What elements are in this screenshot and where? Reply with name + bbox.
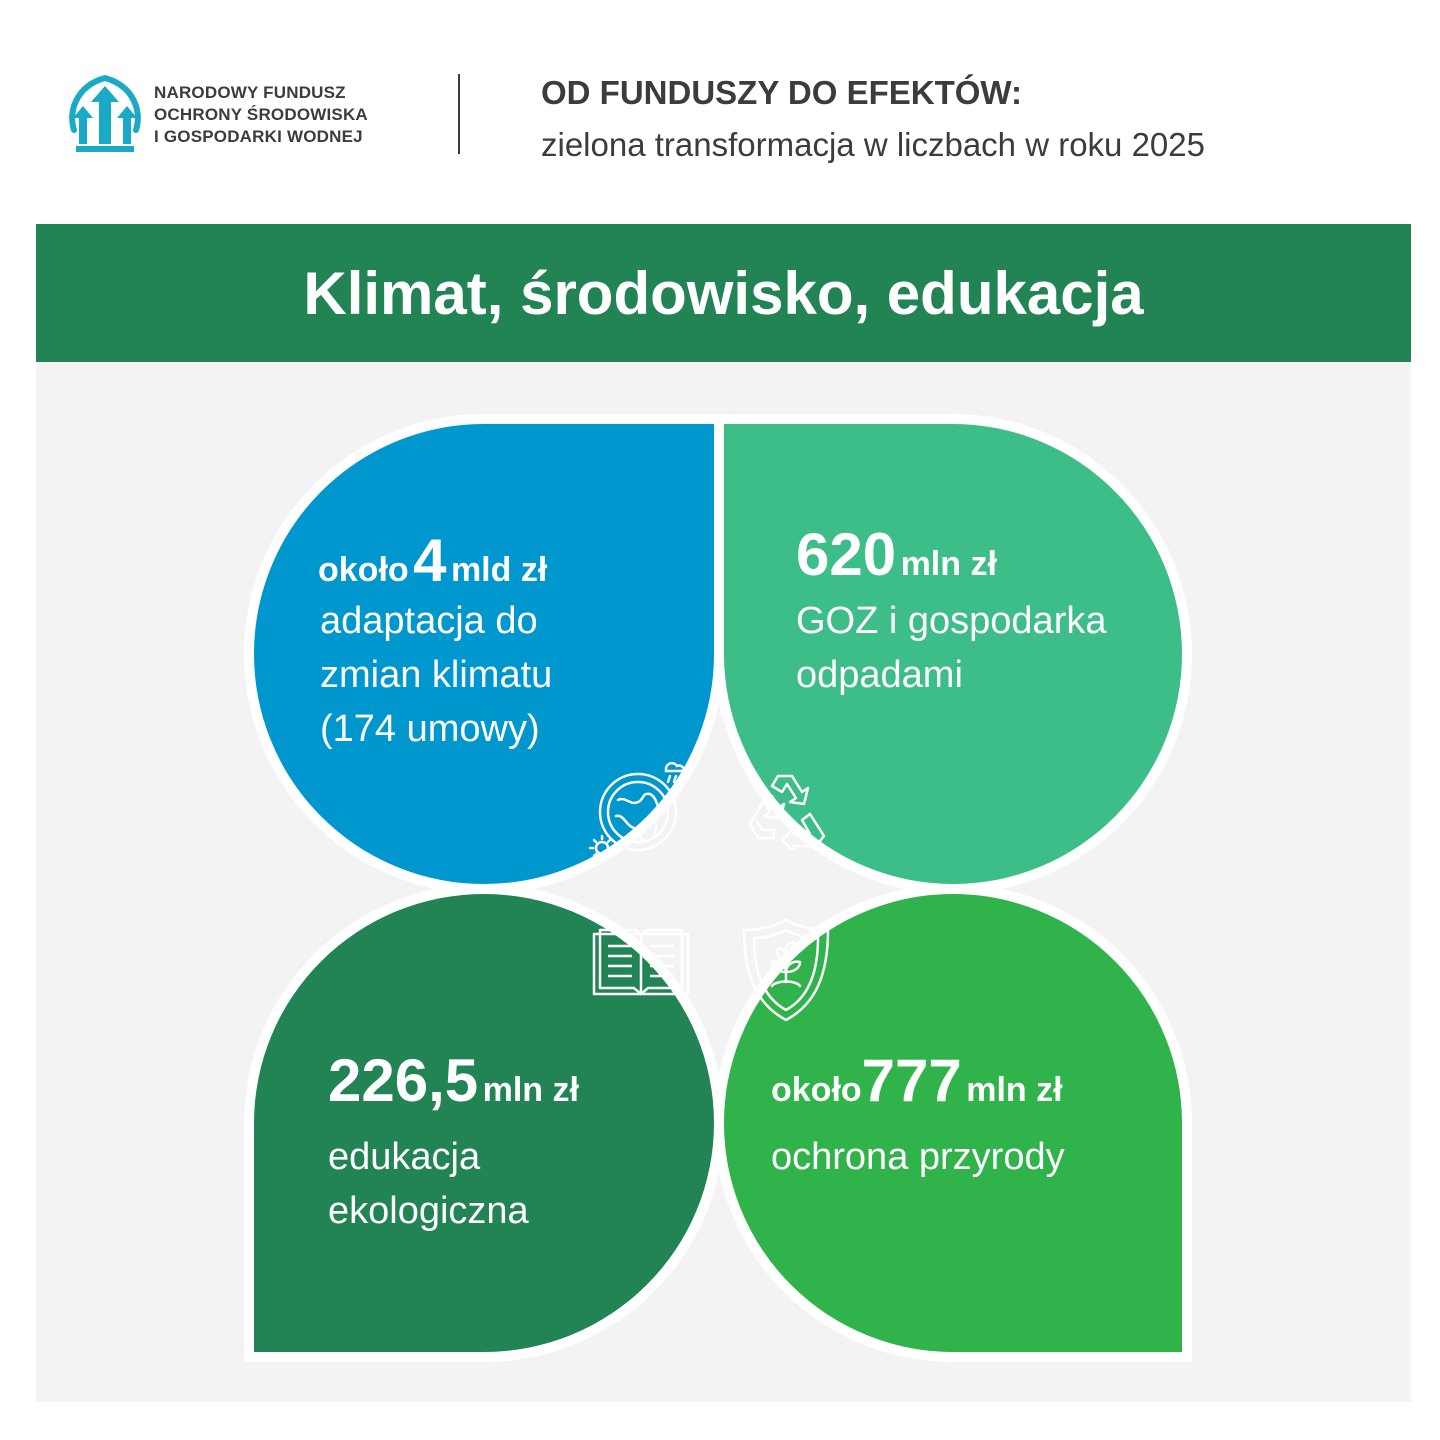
header xyxy=(0,0,1440,220)
desc-ecological-education xyxy=(328,1130,529,1238)
banner-title: Klimat, środowisko, edukacja xyxy=(303,259,1144,327)
header-divider xyxy=(458,74,460,154)
desc-line: adaptacja do xyxy=(320,600,538,642)
open-book-icon xyxy=(592,926,690,1000)
stat-prefix: około xyxy=(771,1071,862,1109)
stat-value: 226,5 xyxy=(328,1047,479,1114)
org-line-3: I GOSPODARKI WODNEJ xyxy=(154,127,363,146)
stat-unit: mln zł xyxy=(966,1071,1063,1109)
organization-name xyxy=(154,82,368,148)
globe-climate-icon xyxy=(586,756,696,862)
org-line-1: NARODOWY FUNDUSZ xyxy=(154,83,346,102)
desc-line: GOZ i gospodarka xyxy=(796,600,1107,642)
org-line-2: OCHRONY ŚRODOWISKA xyxy=(154,105,368,124)
subheadline: zielona transformacja w liczbach w roku 2025 xyxy=(541,126,1205,163)
desc-line: (174 umowy) xyxy=(320,708,540,750)
desc-line: ochrona przyrody xyxy=(771,1136,1065,1178)
stat-nature-protection xyxy=(771,1046,1063,1115)
desc-nature-protection xyxy=(771,1130,1065,1184)
nfosigw-logo-icon xyxy=(66,72,144,154)
desc-line: edukacja xyxy=(328,1136,481,1178)
section-banner xyxy=(36,224,1411,362)
stat-climate-adaptation xyxy=(318,526,547,595)
desc-circular-economy xyxy=(796,594,1106,702)
stat-unit: mln zł xyxy=(900,545,997,583)
stat-unit: mld zł xyxy=(450,551,548,589)
desc-line: odpadami xyxy=(796,654,963,696)
stat-prefix: około xyxy=(318,551,409,589)
stat-unit: mln zł xyxy=(482,1071,579,1109)
shield-plant-icon xyxy=(740,916,832,1024)
headline: OD FUNDUSZY DO EFEKTÓW: xyxy=(541,74,1022,111)
stat-ecological-education xyxy=(328,1046,579,1115)
stat-value: 4 xyxy=(413,527,447,594)
recycle-icon xyxy=(744,770,830,850)
desc-line: ekologiczna xyxy=(328,1190,529,1232)
stat-value: 620 xyxy=(796,521,897,588)
stat-circular-economy xyxy=(796,520,997,589)
stat-value: 777 xyxy=(861,1047,962,1114)
desc-climate-adaptation xyxy=(320,594,552,756)
desc-line: zmian klimatu xyxy=(320,654,553,696)
